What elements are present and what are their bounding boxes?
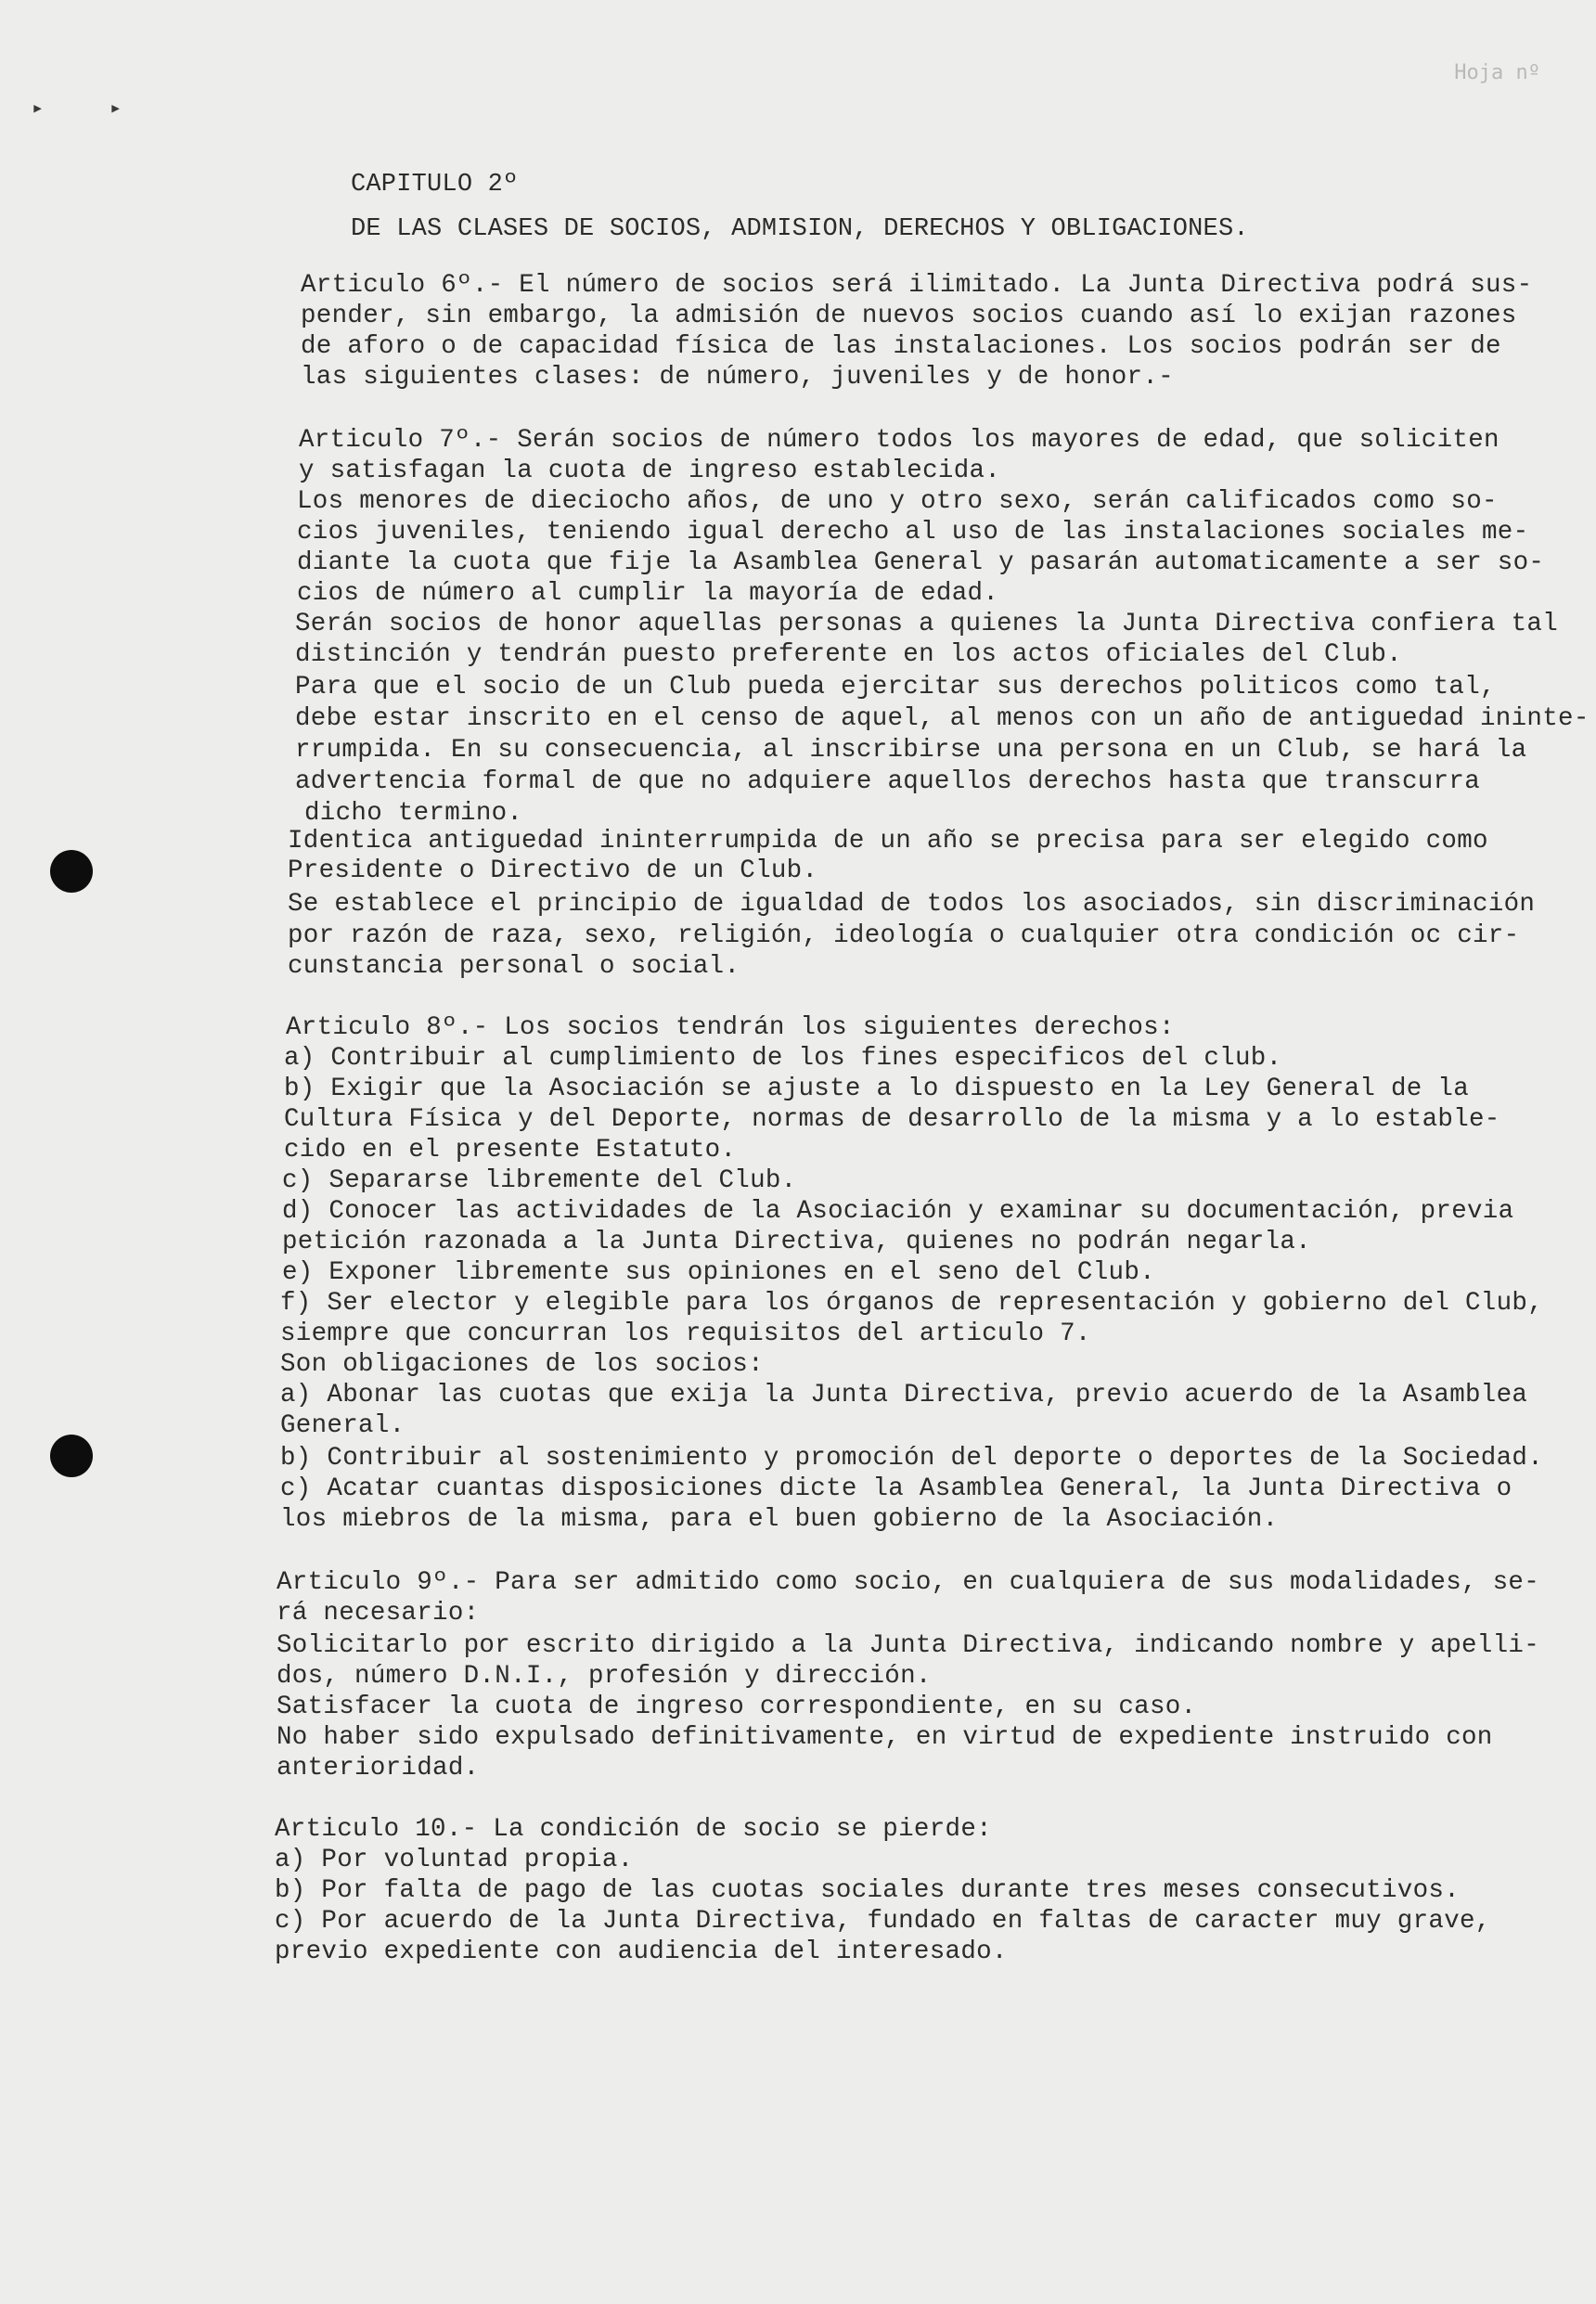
text-line: cios juveniles, teniendo igual derecho al uso de las instalaciones sociales me-	[297, 518, 1529, 547]
punch-hole	[50, 850, 93, 893]
text-line: General.	[280, 1411, 405, 1440]
text-line: Son obligaciones de los socios:	[280, 1350, 764, 1379]
text-line: siempre que concurran los requisitos del articulo 7.	[280, 1319, 1091, 1348]
text-line: b) Por falta de pago de las cuotas sociales durante tres meses consecutivos.	[275, 1876, 1461, 1905]
text-line: rrumpida. En su consecuencia, al inscribirse una persona en un Club, se hará la	[295, 736, 1527, 765]
text-line: y satisfagan la cuota de ingreso establecida.	[299, 457, 1001, 485]
text-line: c) Por acuerdo de la Junta Directiva, fundado en faltas de caracter muy grave,	[275, 1907, 1491, 1936]
text-line: pender, sin embargo, la admisión de nuevos socios cuando así lo exijan razones	[301, 302, 1517, 330]
text-line: Se establece el principio de igualdad de todos los asociados, sin discriminación	[288, 890, 1536, 919]
text-line: Presidente o Directivo de un Club.	[288, 856, 818, 885]
text-line: las siguientes clases: de número, juveniles y de honor.-	[301, 363, 1174, 392]
text-line: Serán socios de honor aquellas personas a quienes la Junta Directiva confiera tal	[295, 610, 1559, 638]
punch-hole	[50, 1435, 93, 1477]
text-line: c) Separarse libremente del Club.	[282, 1166, 797, 1195]
text-line: anterioridad.	[277, 1754, 480, 1783]
text-line: b) Exigir que la Asociación se ajuste a lo dispuesto en la Ley General de la	[284, 1075, 1470, 1103]
text-line: Satisfacer la cuota de ingreso correspondiente, en su caso.	[277, 1693, 1197, 1721]
text-line: dicho termino.	[304, 799, 523, 828]
chapter-title: CAPITULO 2º	[351, 171, 519, 199]
text-line: Articulo 6º.- El número de socios será ilimitado. La Junta Directiva podrá sus-	[301, 271, 1533, 300]
text-line: cios de número al cumplir la mayoría de edad.	[297, 579, 999, 608]
text-line: advertencia formal de que no adquiere aquellos derechos hasta que transcurra	[295, 767, 1481, 796]
text-line: No haber sido expulsado definitivamente, en virtud de expediente instruido con	[277, 1723, 1493, 1752]
text-line: Articulo 10.- La condición de socio se pierde:	[275, 1815, 992, 1844]
text-line: d) Conocer las actividades de la Asociación y examinar su documentación, previa	[282, 1197, 1514, 1226]
text-line: f) Ser elector y elegible para los órganos de representación y gobierno del Club,	[280, 1289, 1544, 1318]
text-line: cunstancia personal o social.	[288, 952, 740, 981]
text-line: los miebros de la misma, para el buen gobierno de la Asociación.	[280, 1505, 1279, 1534]
text-line: rá necesario:	[277, 1599, 480, 1628]
text-line: Identica antiguedad ininterrumpida de un año se precisa para ser elegido como	[288, 827, 1488, 856]
text-line: Cultura Física y del Deporte, normas de desarrollo de la misma y a lo estable-	[284, 1105, 1500, 1134]
text-line: debe estar inscrito en el censo de aquel, al menos con un año de antiguedad ininte-	[295, 704, 1590, 733]
text-line: por razón de raza, sexo, religión, ideología o cualquier otra condición oc cir-	[288, 921, 1520, 950]
text-line: c) Acatar cuantas disposiciones dicte la Asamblea General, la Junta Directiva o	[280, 1474, 1512, 1503]
text-line: b) Contribuir al sostenimiento y promoción del deporte o deportes de la Sociedad.	[280, 1444, 1544, 1473]
chapter-subtitle: DE LAS CLASES DE SOCIOS, ADMISION, DERECHOS Y OBLIGACIONES.	[351, 215, 1249, 243]
margin-mark: ▸	[32, 97, 45, 121]
text-line: a) Contribuir al cumplimiento de los fines especificos del club.	[284, 1044, 1282, 1073]
text-line: Solicitarlo por escrito dirigido a la Junta Directiva, indicando nombre y apelli-	[277, 1631, 1540, 1660]
text-line: de aforo o de capacidad física de las instalaciones. Los socios podrán ser de	[301, 332, 1501, 361]
text-line: diante la cuota que fije la Asamblea General y pasarán automaticamente a ser so-	[297, 548, 1545, 577]
text-line: Articulo 8º.- Los socios tendrán los siguientes derechos:	[286, 1013, 1175, 1042]
text-line: a) Abonar las cuotas que exija la Junta Directiva, previo acuerdo de la Asamblea	[280, 1381, 1528, 1409]
margin-mark: ▸	[109, 97, 122, 121]
text-line: cido en el presente Estatuto.	[284, 1136, 737, 1165]
text-line: previo expediente con audiencia del interesado.	[275, 1937, 1008, 1966]
page-marker: Hoja nº	[1454, 61, 1540, 84]
text-line: e) Exponer libremente sus opiniones en el seno del Club.	[282, 1258, 1155, 1287]
text-line: Articulo 9º.- Para ser admitido como socio, en cualquiera de sus modalidades, se-	[277, 1568, 1540, 1597]
text-line: Articulo 7º.- Serán socios de número todos los mayores de edad, que soliciten	[299, 426, 1499, 455]
text-line: Los menores de dieciocho años, de uno y otro sexo, serán calificados como so-	[297, 487, 1498, 516]
text-line: petición razonada a la Junta Directiva, quienes no podrán negarla.	[282, 1228, 1311, 1256]
text-line: dos, número D.N.I., profesión y dirección.	[277, 1662, 932, 1691]
text-line: Para que el socio de un Club pueda ejercitar sus derechos politicos como tal,	[295, 673, 1496, 701]
text-line: distinción y tendrán puesto preferente en los actos oficiales del Club.	[295, 640, 1402, 669]
text-line: a) Por voluntad propia.	[275, 1846, 634, 1874]
